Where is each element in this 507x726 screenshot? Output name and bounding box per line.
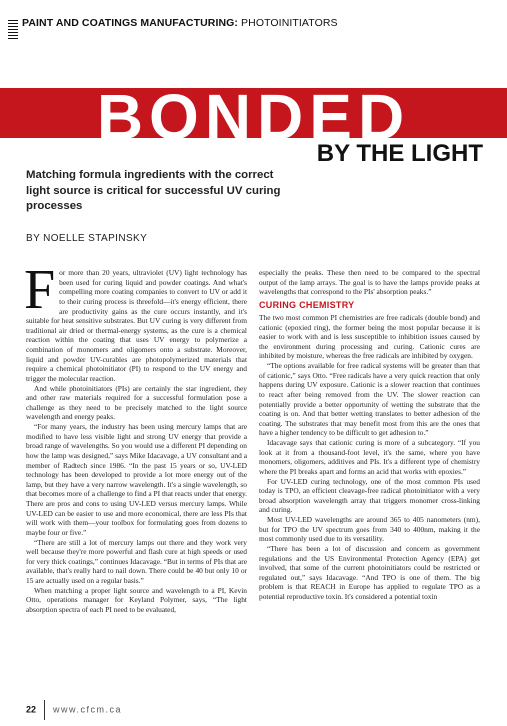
article-column-left (24, 259, 247, 615)
article-paragraph: Most UV-LED wavelengths are around 365 to 405 nanometers (nm), but for TPO the UV spectrum goes from 340 to 400nm, making it the most commonly used due to its versatility. (259, 515, 480, 544)
article-paragraph: Idacavage says that cationic curing is more of a subcategory. “If you look at it from a thousand-foot level, it's the same, where you have monomers, oligomers, additives and PIs. It's a different type of chemistry where the PI breaks apart and forms an acid that works with epoxies.” (259, 438, 480, 476)
article-paragraph (24, 259, 247, 384)
section-label-category: PAINT AND COATINGS MANUFACTURING: (22, 17, 239, 29)
article-paragraph: “There has been a lot of discussion and concern as government regulations and the US Environmental Protection Agency (EPA) get involved, that some of the current photoinitiators could be restricted or regulated out,” says Idacavage. “And TPO is one of them. The big problem is that REACH in Europe has applied to regulate TPO as a potential reproductive toxin. It's considered a potential toxin (259, 543, 480, 601)
article-paragraph: And while photoinitiators (PIs) are certainly the star ingredient, they and other raw materials required for a successful formulation pose a challenge as they need to be precisely matched to the light source wavelength and energy peaks. (26, 383, 247, 422)
headline-secondary: BY THE LIGHT (316, 140, 483, 167)
footer-divider (44, 700, 45, 720)
article-deck: Matching formula ingredients with the correct light source is critical for successful UV curing processes (26, 169, 281, 212)
header-stripe-decoration (8, 20, 18, 40)
section-label-topic: PHOTOINITIATORS (238, 17, 338, 29)
article-column-right (259, 268, 480, 602)
section-label (22, 17, 338, 29)
drop-cap: F (24, 259, 56, 321)
byline: BY NOELLE STAPINSKY (26, 233, 148, 244)
headline-main: BONDED (96, 81, 411, 153)
article-paragraph: especially the peaks. These then need to be compared to the spectral output of the lamp arrays. The goal is to have the lamps provide peaks at wavelengths that correspond to the PIs' absorption peaks.” (259, 268, 480, 297)
section-subhead: CURING CHEMISTRY (259, 299, 355, 310)
article-paragraph: “For many years, the industry has been using mercury lamps that are modified to have less visible light and strong UV energy that provide a broad range of wavelengths. So you would use a different PI depending on how the lamp was designed,” says Mike Idacavage, a UV consultant and a member of Radtech since 1986. “In the past 15 years or so, UV-LED technology has been developed to provide a lot more energy out of the lamp, but they have a very narrow wavelength. It's a single wavelength, so that becomes more of a challenge to find a PI that reacts under that energy. There are pros and cons to using UV-LED versus mercury lamps. While UV-LED can be easier to use and more economical, there are less PIs that will work with them—your toolbox for formulating goes from dozens to maybe four or five.” (26, 422, 247, 537)
page-number: 22 (26, 704, 37, 715)
article-paragraph: “The options available for free radical systems will be greater than that of cationic,” says Otto. “Free radicals have a very quick reaction that only happens during UV exposure. Cationic is a slower reaction that continues to react after being removed from the UV. The slower reaction can potentially provide a better opportunity of wetting the substrate that the coating is on. And that better wetting translates to better adhesion of the coating. The substrates that may benefit most from this are the ones that have a higher tendency to be difficult to get adhesion to.” (259, 361, 480, 438)
article-paragraph-text: or more than 20 years, ultraviolet (UV) light technology has been used for curing liquid and powder coatings. And what's compelling more coating companies to convert to UV or add it to their curing process is threefold—it's energy efficient, there are productivity gains as the cure occurs instantly, and it's suitable for heat sensitive substrates. But UV curing is very different from traditional air dried or thermal-energy systems, as the cure is a chemical reaction within the coating that uses UV energy to polymerize a combination of monomers and oligomers onto a substrate. Moreover, liquid and powder UV-curables are photopolymerized materials that require a chemical photoinitiator (PI) to respond to the UV energy and trigger the molecular reaction. (26, 268, 247, 383)
article-paragraph: The two most common PI chemistries are free radicals (double bond) and cationic (epoxied ring), the former being the most popular because it is easier to work with and is less susceptible to inhibition issues caused by the environment during processing and curing. Cationic cures are inhibited by moisture, whereas the free radicals are inhibited by oxygen. (259, 312, 480, 361)
article-paragraph: For UV-LED curing technology, one of the most common PIs used today is TPO, an efficient cleavage-free radical photoinitiator with a very broad absorption wavelength array that triggers monomer cross-linking and curing. (259, 476, 480, 515)
page-footer (26, 700, 122, 720)
article-paragraph: When matching a proper light source and wavelength to a PI, Kevin Otto, operations manager for Keyland Polymer, says, “The light absorption spectra of each PI need to be evaluated, (26, 585, 247, 614)
footer-url: www.cfcm.ca (53, 704, 123, 715)
article-paragraph: “There are still a lot of mercury lamps out there and they work very well because they're more powerful and flash cure at high speeds or used for very thick coatings,” continues Idacavage. “But in terms of PIs that are available, that's really hard to nail down. There could be 40 but only 10 or 15 are actually used on a regular basis.” (26, 537, 247, 585)
